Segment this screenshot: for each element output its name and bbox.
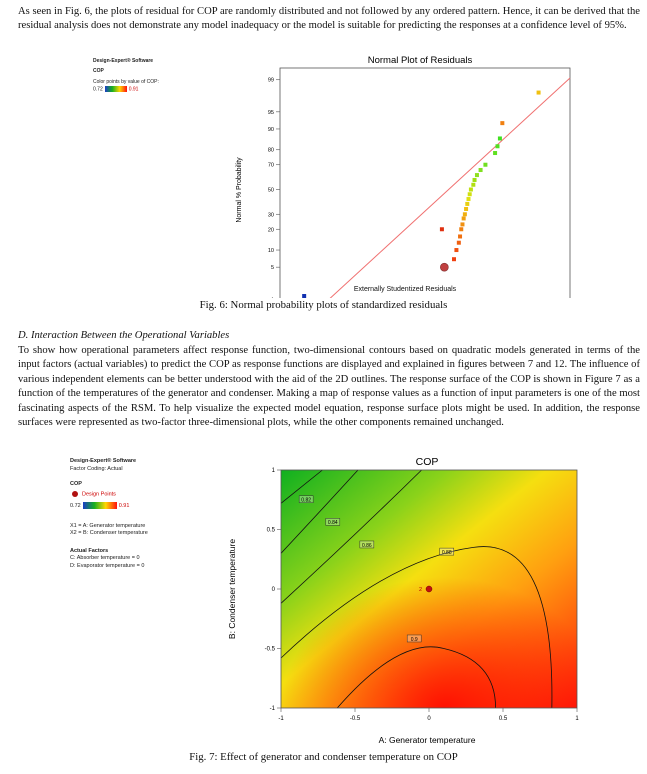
fig6-response: COP (93, 68, 104, 74)
body-paragraph: To show how operational parameters affect response function, two-dimensional contours based on quadratic models generated in terms of the input factors (actual variables) to predict the COP as response functions are displayed and explained in figures between 7 and 12. The influence of various independent elements can be better understood with the aid of the 2D outlines. The response surface of the COP is shown in Figure 7 as a function of the temperatures of the generator and condenser. Making a map of response values as a function of input parameters is one of the most fascinating aspects of the RSM. To help visualize the expected model equation, response surface plots might be used. In addition, the response surfaces were represented as two-factor three-dimensional plots, while the other components remained unchanged. (18, 345, 640, 429)
fig6-caption: Fig. 6: Normal probability plots of standardized residuals (199, 299, 448, 311)
data-point (454, 248, 458, 252)
y-tick-label: 70 (267, 162, 274, 169)
data-point (493, 151, 497, 155)
y-tick-label: 95 (267, 109, 274, 116)
x-tick-label: 0 (427, 716, 431, 722)
data-point (465, 202, 469, 206)
y-tick-label: 20 (267, 227, 274, 234)
design-point (426, 586, 432, 592)
fig7-actual-factors: Actual Factors (70, 547, 109, 554)
y-tick-label: -0.5 (264, 646, 275, 653)
fig6-xlabel: Externally Studentized Residuals (353, 286, 457, 293)
fig7-ylabel: B: Condenser temperature (227, 538, 237, 640)
fig7-factor-c: C: Absorber temperature = 0 (70, 555, 140, 562)
fig7-software: Design-Expert® Software (70, 458, 137, 464)
data-point (452, 257, 456, 261)
fig6-legend (93, 58, 173, 93)
fig6-ylabel: Normal % Probability (236, 157, 243, 223)
x-tick-label: 1 (575, 716, 579, 722)
contour-label: 0.86 (361, 542, 372, 549)
y-tick-label: 5 (270, 265, 274, 272)
data-point (458, 234, 462, 238)
y-tick-label: 0 (271, 587, 275, 593)
data-point (483, 163, 487, 167)
y-tick-label: 90 (267, 126, 274, 133)
contour-label: 0.82 (301, 497, 312, 504)
data-point (498, 136, 502, 140)
fig7-range-max: 0.91 (118, 503, 130, 510)
data-point (469, 188, 473, 192)
fig7-response: COP (70, 481, 82, 487)
y-tick-label: 30 (267, 212, 274, 219)
fig7-range-min: 0.72 (70, 503, 81, 510)
data-point (537, 91, 541, 95)
data-point (496, 144, 500, 148)
fig7-x2: X2 = B: Condenser temperature (70, 530, 148, 537)
x-tick-label: -1 (278, 716, 284, 722)
y-tick-label (271, 297, 274, 298)
data-point (440, 263, 448, 271)
data-point (302, 294, 306, 298)
fig7-color-scale-bar (83, 502, 117, 509)
fig7-factor-d: D: Evaporator temperature = 0 (70, 562, 145, 569)
x-tick-label: -0.5 (349, 716, 361, 722)
fig7-x1: X1 = A: Generator temperature (70, 522, 146, 529)
data-point (464, 207, 468, 211)
x-tick-label: 0.5 (498, 716, 508, 722)
data-point (460, 222, 464, 226)
normal-plot-chart (225, 50, 585, 298)
y-tick-label: 1 (271, 468, 275, 474)
data-point (473, 178, 477, 182)
data-point (457, 241, 461, 245)
fig6-title: Normal Plot of Residuals (367, 55, 473, 66)
color-scale-bar (105, 86, 127, 92)
contour-label: 0.84 (327, 520, 338, 527)
design-point-label: 2 (419, 587, 423, 593)
section-heading: D. Interaction Between the Operational Variables (18, 330, 230, 341)
fig7-title: COP (415, 456, 439, 468)
fig6-plot-frame (280, 68, 570, 298)
y-tick-label: 0.5 (266, 527, 275, 534)
fig7-coding: Factor Coding: Actual (70, 465, 123, 472)
contour-plot-chart (225, 452, 595, 750)
data-point (479, 168, 483, 172)
data-point (468, 192, 472, 196)
contour-label: 0.9 (410, 636, 418, 643)
y-tick-label: 10 (267, 248, 274, 255)
fig6-software: Design-Expert® Software (93, 58, 154, 64)
data-point (467, 197, 471, 201)
data-point (440, 227, 444, 231)
fig7-design-points: Design Points (82, 490, 116, 497)
y-tick-label: 50 (267, 187, 274, 194)
data-point (459, 227, 463, 231)
data-point (463, 212, 467, 216)
intro-paragraph: As seen in Fig. 6, the plots of residual for COP are randomly distributed and not followed by any ordered pattern. Hence, it can be derived that the residual analysis does not demonstrate any model inadequacy or the model is suitable for predicting the responses at a confidence level of 95%. (18, 6, 640, 32)
fig7-xlabel: A: Generator temperature (378, 735, 476, 745)
design-point-icon (72, 491, 78, 497)
fig7-legend (70, 458, 148, 570)
contour-label: 0.88 (441, 549, 452, 556)
y-tick-label: 80 (267, 147, 274, 154)
y-tick-label: -1 (269, 706, 275, 712)
data-point (462, 216, 466, 220)
data-point (471, 183, 475, 187)
y-tick-label: 99 (267, 77, 274, 84)
fig6-range-max: 0.91 (128, 86, 139, 93)
fig7-caption: Fig. 7: Effect of generator and condenser temperature on COP (189, 751, 458, 763)
fig6-color-note: Color points by value of COP: (93, 79, 159, 85)
data-point (475, 173, 479, 177)
fig6-range-min: 0.72 (93, 86, 103, 93)
data-point (500, 121, 504, 125)
